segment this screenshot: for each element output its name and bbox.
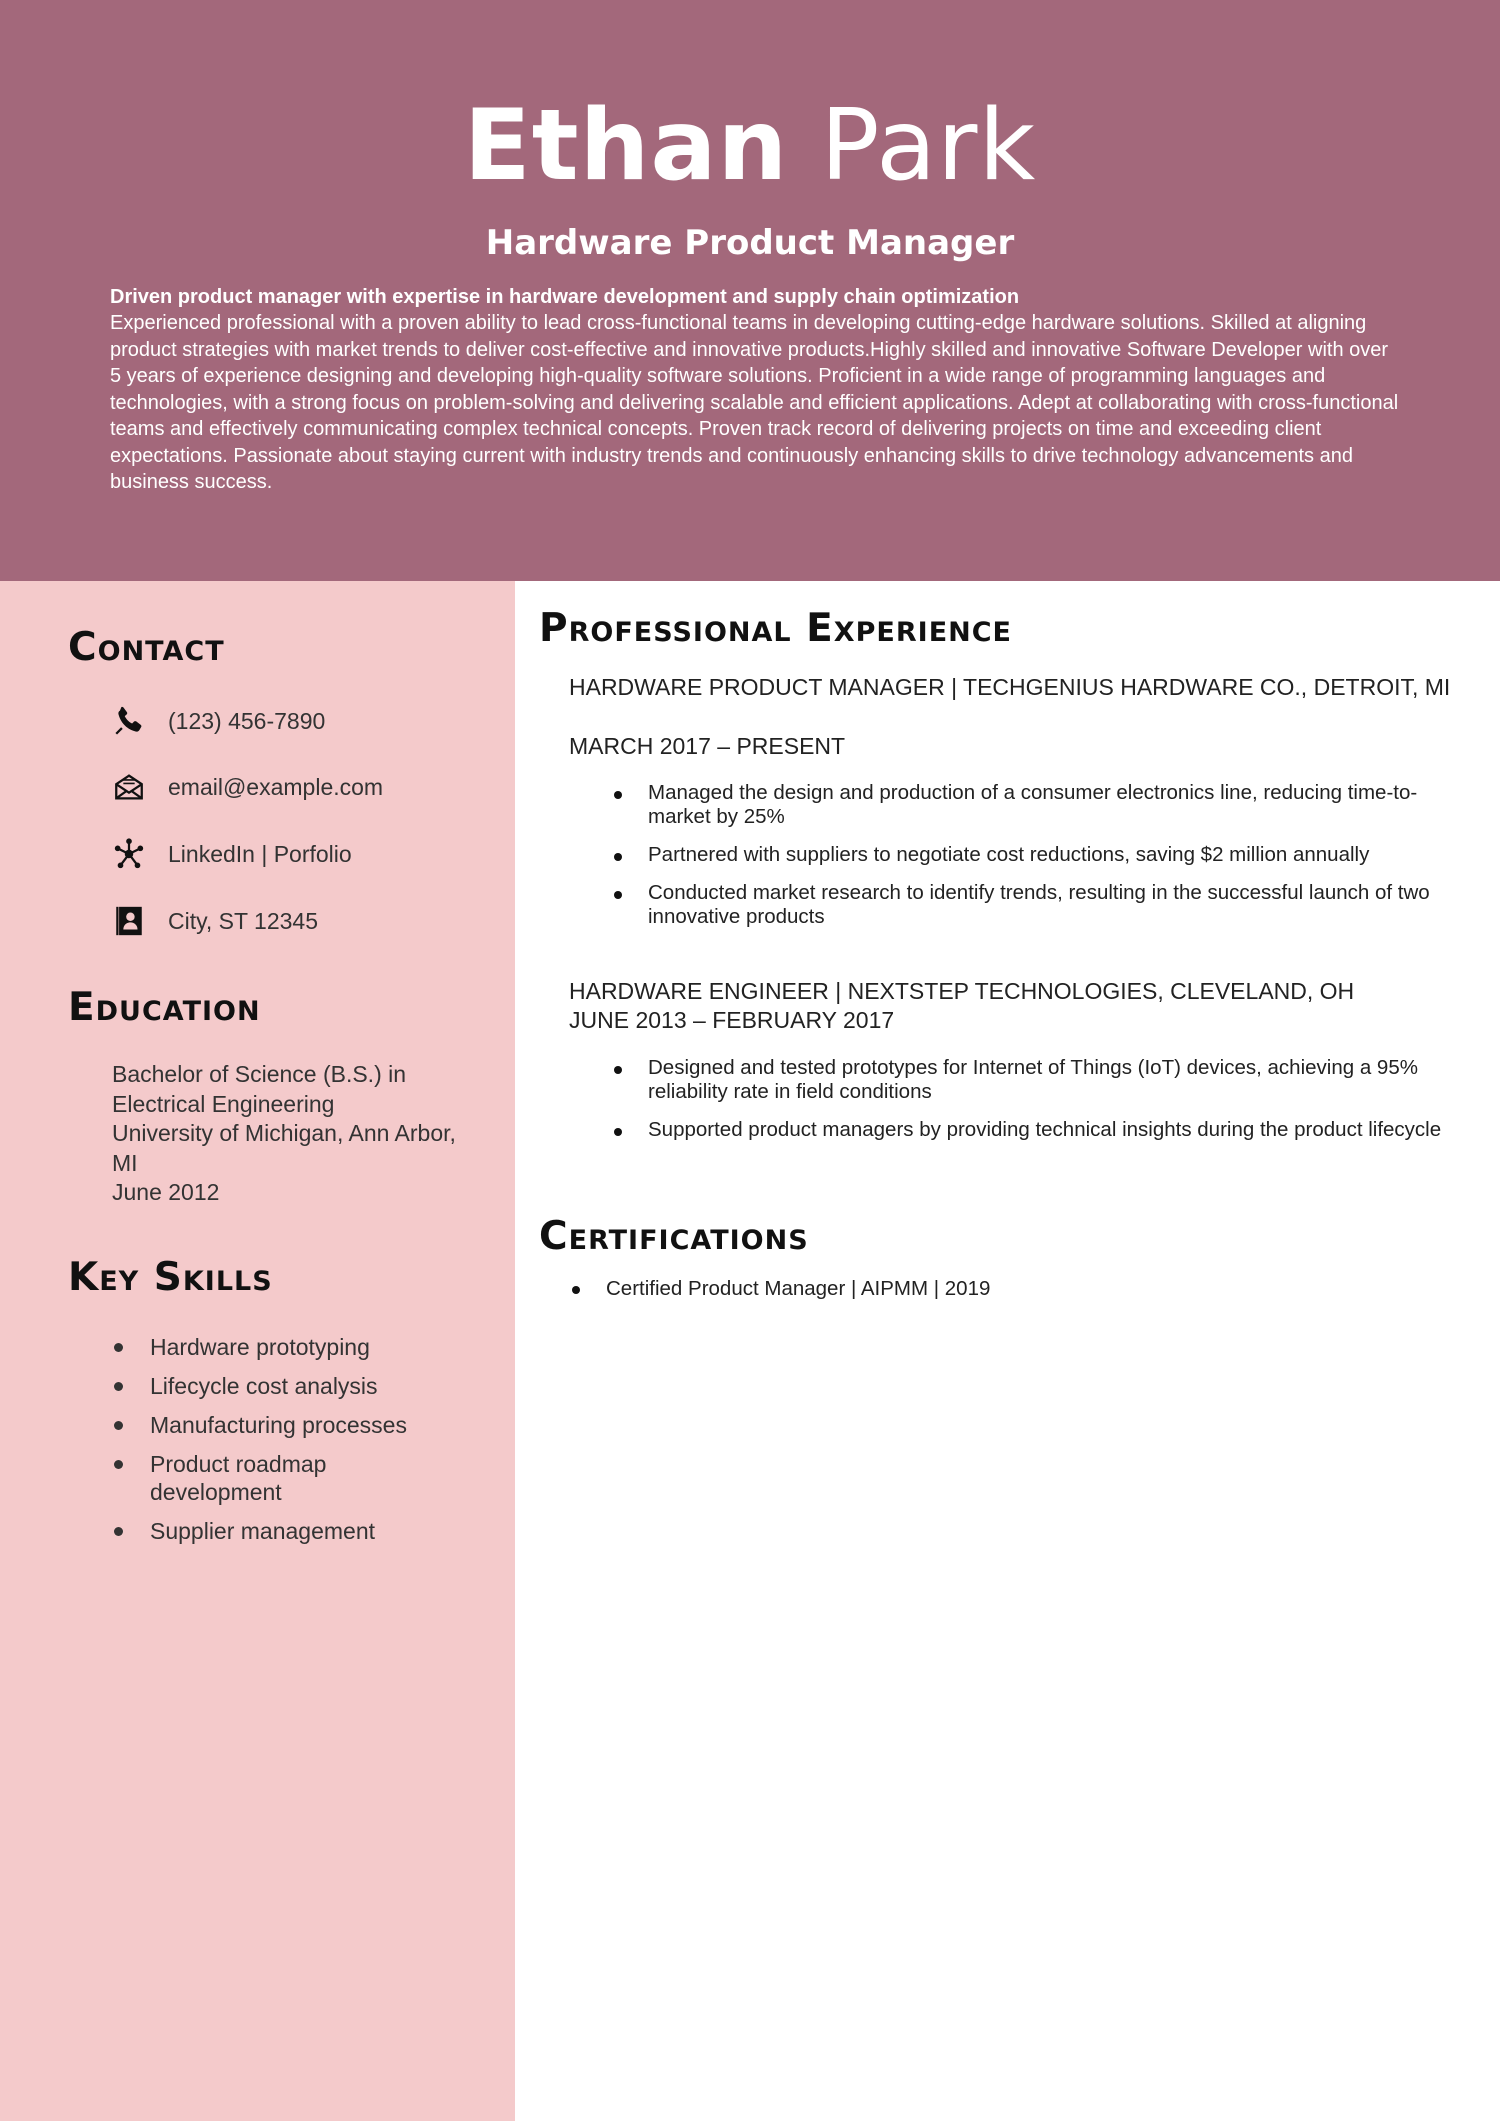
summary-text: Experienced professional with a proven ability to lead cross-functional teams in developing cutting-edge hardware solutions. Skilled at aligning product strategies with market trends to deliver cost-effective and innovative products.Highly skilled and innovative Software Developer with over 5 years of experience designing and developing high-quality software solutions. Proficient in a wide range of programming languages and technologies, with a strong focus on problem-solving and delivering scalable and efficient applications. Adept at collaborating with cross-functional teams and effectively communicating complex technical concepts. Proven track record of delivering projects on time and exceeding client expectations. Passionate about staying current with industry trends and continuously enhancing skills to drive technology advancements and business success. bbox=[110, 312, 1399, 493]
skill-item: Lifecycle cost analysis bbox=[110, 1372, 490, 1400]
contact-email[interactable] bbox=[110, 767, 500, 807]
contact-links[interactable] bbox=[110, 834, 500, 874]
education-date: June 2012 bbox=[112, 1179, 220, 1205]
skill-item: Manufacturing processes bbox=[110, 1411, 490, 1439]
skills-heading: Key Skills bbox=[68, 1255, 273, 1300]
contact-address bbox=[110, 901, 500, 941]
skill-item: Product roadmap development bbox=[110, 1450, 360, 1506]
education-entry bbox=[112, 1060, 472, 1208]
skill-item: Supplier management bbox=[110, 1517, 490, 1545]
job-bullet: Supported product managers by providing technical insights during the product lifecycle bbox=[608, 1118, 1468, 1142]
links-text: LinkedIn | Porfolio bbox=[168, 840, 352, 867]
job-bullet: Partnered with suppliers to negotiate cost reductions, saving $2 million annually bbox=[608, 843, 1468, 867]
certification-item: Certified Product Manager | AIPMM | 2019 bbox=[568, 1276, 1448, 1302]
certifications-list bbox=[568, 1276, 1448, 1302]
summary-lead: Driven product manager with expertise in hardware development and supply chain optimization bbox=[110, 286, 1020, 308]
address-book-icon bbox=[110, 902, 148, 940]
candidate-name bbox=[0, 86, 1500, 206]
education-degree: Bachelor of Science (B.S.) in Electrical Engineering bbox=[112, 1061, 407, 1117]
job-bullet: Designed and tested prototypes for Internet of Things (IoT) devices, achieving a 95% reliability rate in field conditions bbox=[608, 1056, 1468, 1104]
network-icon bbox=[110, 835, 148, 873]
address-text: City, ST 12345 bbox=[168, 907, 319, 934]
skills-list bbox=[110, 1333, 490, 1556]
experience-heading: Professional Experience bbox=[539, 606, 1012, 651]
email-text: email@example.com bbox=[168, 773, 384, 800]
job-1-dates: MARCH 2017 – PRESENT bbox=[569, 733, 846, 759]
skill-item: Hardware prototyping bbox=[110, 1333, 490, 1361]
job-bullet: Conducted market research to identify trends, resulting in the successful launch of two innovative products bbox=[608, 881, 1468, 929]
resume-header bbox=[0, 0, 1500, 581]
contact-phone bbox=[110, 701, 500, 741]
first-name: Ethan bbox=[463, 89, 789, 203]
education-school: University of Michigan, Ann Arbor, MI bbox=[112, 1120, 456, 1176]
phone-text: (123) 456-7890 bbox=[168, 707, 326, 734]
certifications-heading: Certifications bbox=[539, 1214, 809, 1259]
sidebar bbox=[0, 581, 515, 2121]
job-bullet: Managed the design and production of a consumer electronics line, reducing time-to-market by 25% bbox=[608, 781, 1468, 829]
job-role: Hardware Product Manager bbox=[485, 223, 1015, 263]
contact-heading: Contact bbox=[68, 625, 225, 670]
job-2-title: HARDWARE ENGINEER | NEXTSTEP TECHNOLOGIES, CLEVELAND, OH bbox=[569, 978, 1355, 1004]
job-1-bullets bbox=[608, 781, 1468, 943]
envelope-icon bbox=[110, 768, 148, 806]
job-2-bullets bbox=[608, 1056, 1468, 1156]
education-heading: Education bbox=[68, 985, 261, 1030]
last-name: Park bbox=[820, 89, 1037, 203]
job-2-dates: JUNE 2013 – FEBRUARY 2017 bbox=[569, 1007, 895, 1033]
job-1-title: HARDWARE PRODUCT MANAGER | TECHGENIUS HARDWARE CO., DETROIT, MI bbox=[569, 674, 1451, 700]
phone-icon bbox=[110, 702, 148, 740]
